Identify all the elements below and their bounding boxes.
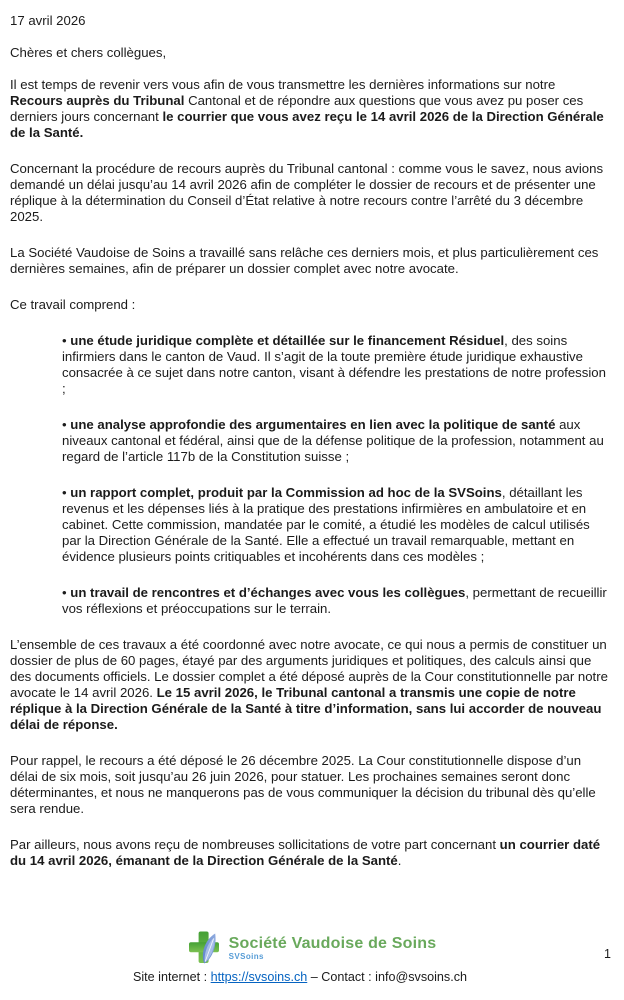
- logo-brand-name: Société Vaudoise de Soins: [228, 935, 437, 952]
- text-run: Ce travail comprend :: [10, 297, 136, 312]
- text-run-bold: une analyse approfondie des argumentaires en lien avec la politique de santé: [70, 417, 556, 432]
- paragraph-procedure: [10, 161, 610, 225]
- paragraph-par-ailleurs: [10, 837, 610, 869]
- text-run: .: [397, 853, 402, 868]
- website-link[interactable]: https://svsoins.ch: [210, 970, 308, 984]
- bullet-marker-icon: •: [62, 417, 71, 432]
- logo-brand-abbreviation: SVSoins: [228, 952, 264, 961]
- text-run-bold: Recours auprès du Tribunal: [10, 93, 185, 108]
- text-run: , des soins infirmiers dans le canton de Vaud. Il s’agit de la toute première étude juridique exhaustive consacrée à ce sujet dans notre canton, visant à défendre les prestations de notre profession ;: [62, 333, 606, 396]
- text-run: , détaillant les revenus et les dépenses liés à la pratique des prestations infirmières en ambulatoire et en cabinet. Cette commission, mandatée par le comité, a étudié les modèles de calcul utilisés par la Direction Générale de la Santé. Elle a effectué un travail remarquable, mettant en évidence plusieurs points critiquables et incohérents dans ces modèles ;: [62, 485, 590, 564]
- text-run: La Société Vaudoise de Soins a travaillé sans relâche ces derniers mois, et plus particulièrement ces dernières semaines, afin de préparer un dossier complet avec notre avocate.: [10, 245, 599, 276]
- cross-leaf-icon: [188, 930, 222, 966]
- paragraph-salutation: [10, 45, 610, 61]
- text-run-bold: un rapport complet, produit par la Commission ad hoc de la SVSoins: [70, 485, 502, 500]
- text-run: Il est temps de revenir vers vous afin de vous transmettre les dernières informations sur notre: [10, 77, 556, 92]
- paragraph-ensemble: [10, 637, 610, 733]
- text-run: aux niveaux cantonal et fédéral, ainsi que de la défense politique de la profession, notamment au regard de l’article 117b de la Constitution suisse ;: [62, 417, 604, 464]
- page-number: 1: [604, 947, 611, 961]
- svsoins-logo: [0, 930, 624, 966]
- paragraph-date: [10, 13, 610, 29]
- bullet-item-analyse: [10, 417, 610, 465]
- paragraph-travail-comprend: [10, 297, 610, 313]
- paragraph-intro: [10, 77, 610, 141]
- date-text: 17 avril 2026: [10, 13, 86, 28]
- text-run: Cantonal et de répondre aux questions que vous avez pu poser ces derniers jours concernant: [10, 93, 584, 124]
- footer-contact-line: [0, 969, 600, 985]
- contact-label: – Contact : info@svsoins.ch: [307, 970, 468, 984]
- bullet-marker-icon: •: [62, 333, 71, 348]
- logo-text-block: [229, 935, 437, 961]
- letter-body: [10, 13, 610, 889]
- text-run: Concernant la procédure de recours auprès du Tribunal cantonal : comme vous le savez, nous avions demandé un délai jusqu’au 14 avril 2026 afin de compléter le dossier de recours et de présenter une réplique à la détermination du Conseil d’État relative à notre recours contre l’arrêté du 3 décembre 2025.: [10, 161, 604, 224]
- site-label: Site internet :: [132, 970, 211, 984]
- paragraph-rappel: [10, 753, 610, 817]
- bullet-marker-icon: •: [62, 585, 71, 600]
- bullet-marker-icon: •: [62, 485, 71, 500]
- text-run-bold: un courrier daté du 14 avril 2026, émanant de la Direction Générale de la Santé: [10, 837, 601, 868]
- text-run: Par ailleurs, nous avons reçu de nombreuses sollicitations de votre part concernant: [10, 837, 500, 852]
- bullet-item-rapport: [10, 485, 610, 565]
- text-run-bold: Le 15 avril 2026, le Tribunal cantonal a transmis une copie de notre réplique à la Direction Générale de la Santé à titre d’information, sans lui accorder de nouveau délai de réponse.: [10, 685, 602, 732]
- text-run-bold: un travail de rencontres et d’échanges avec vous les collègues: [70, 585, 466, 600]
- text-run-bold: le courrier que vous avez reçu le 14 avril 2026 de la Direction Générale de la Santé.: [10, 109, 604, 140]
- text-run-bold: une étude juridique complète et détaillée sur le financement Résiduel: [70, 333, 505, 348]
- bullet-item-rencontres: [10, 585, 610, 617]
- salutation-text: Chères et chers collègues,: [10, 45, 167, 60]
- bullet-item-etude: [10, 333, 610, 397]
- text-run: Pour rappel, le recours a été déposé le 26 décembre 2025. La Cour constitutionnelle dispose d’un délai de six mois, soit jusqu’au 26 juin 2026, pour statuer. Les prochaines semaines seront donc déterminantes, et nous ne manquerons pas de vous communiquer la décision du tribunal dès qu’elle sera rendue.: [10, 753, 596, 816]
- text-run: L’ensemble de ces travaux a été coordonné avec notre avocate, ce qui nous a permis de constituer un dossier de plus de 60 pages, étayé par des arguments juridiques et politiques, des calculs ainsi que des documents officiels. Le dossier complet a été déposé auprès de la Cour constitutionnelle par notre avocate le 14 avril 2026.: [10, 637, 608, 700]
- text-run: , permettant de recueillir vos réflexions et préoccupations sur le terrain.: [62, 585, 607, 616]
- paragraph-travail: [10, 245, 610, 277]
